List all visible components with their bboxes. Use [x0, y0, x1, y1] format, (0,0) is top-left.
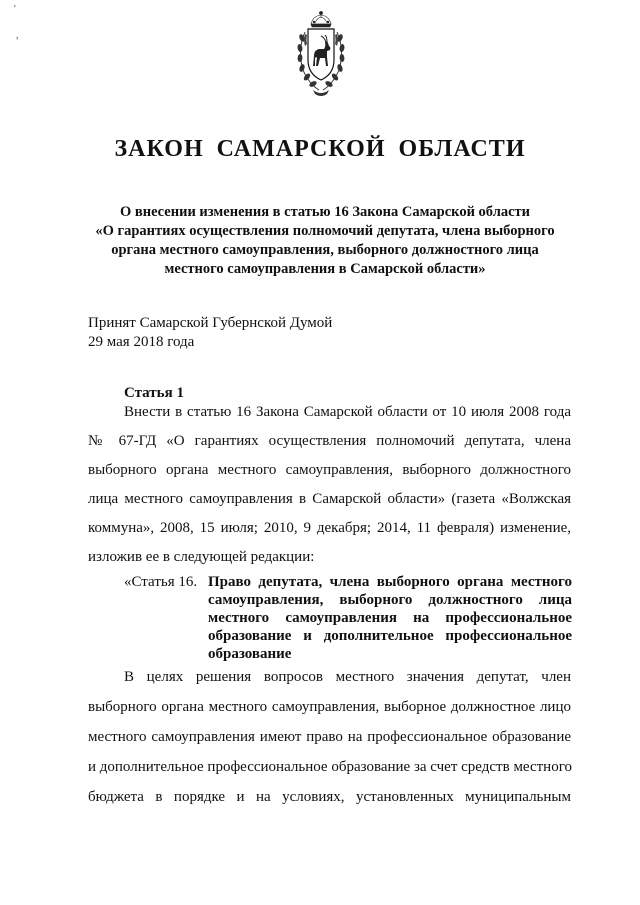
paragraph-line: В целях решения вопросов местного значения депутат, член: [124, 669, 571, 685]
adoption-info: [88, 314, 332, 352]
article-16-title: [208, 573, 572, 663]
article-16-title-line: образование: [208, 646, 292, 662]
law-title: ЗАКОН САМАРСКОЙ ОБЛАСТИ: [114, 136, 526, 162]
subtitle-line: органа местного самоуправления, выборного должностного лица: [111, 242, 539, 258]
paragraph-line: № 67-ГД «О гарантиях осуществления полномочий депутата, члена: [88, 433, 571, 449]
paragraph-line: Внести в статью 16 Закона Самарской области от 10 июля 2008 года: [124, 404, 571, 420]
law-subtitle: [80, 203, 570, 279]
subtitle-line: местного самоуправления в Самарской области»: [164, 261, 486, 277]
paragraph-line: выборного органа местного самоуправления, выборное должностное лицо: [88, 699, 571, 715]
subtitle-line: О внесении изменения в статью 16 Закона Самарской области: [119, 204, 530, 220]
article-16-title-line: местного самоуправления на профессиональное: [208, 610, 572, 626]
adoption-body: Принят Самарской Губернской Думой: [88, 315, 333, 331]
paragraph-line: лица местного самоуправления в Самарской области» (газета «Волжская: [88, 491, 571, 507]
paragraph-line: коммуна», 2008, 15 июля; 2010, 9 декабря; 2014, 11 февраля) изменение,: [88, 520, 571, 536]
article-16-label: «Статья 16.: [124, 574, 198, 590]
paragraph-line: выборного органа местного самоуправления, выборного должностного: [88, 462, 571, 478]
paragraph-line: и дополнительное профессиональное образование за счет средств местного: [88, 759, 572, 775]
paragraph-line: местного самоуправления имеют право на профессиональное образование: [88, 729, 571, 745]
article-intro: [88, 398, 571, 572]
paragraph-line: бюджета в порядке и на условиях, установленных муниципальным: [88, 789, 571, 805]
coat-of-arms-emblem: [291, 10, 351, 98]
article-heading: Статья 1: [124, 385, 184, 401]
paragraph-line: изложив ее в следующей редакции:: [88, 549, 315, 565]
article-16-title-line: Право депутата, члена выборного органа местного: [208, 574, 572, 590]
adoption-date: 29 мая 2018 года: [88, 334, 195, 350]
scan-speck: ,: [16, 30, 19, 41]
scan-speck: ': [14, 4, 16, 15]
subtitle-line: «О гарантиях осуществления полномочий депутата, члена выборного: [95, 223, 555, 239]
article-16-body: [88, 662, 571, 812]
article-16-title-line: самоуправления, выборного должностного лица: [208, 592, 572, 608]
article-16-title-line: образование и дополнительное профессиональное: [208, 628, 572, 644]
